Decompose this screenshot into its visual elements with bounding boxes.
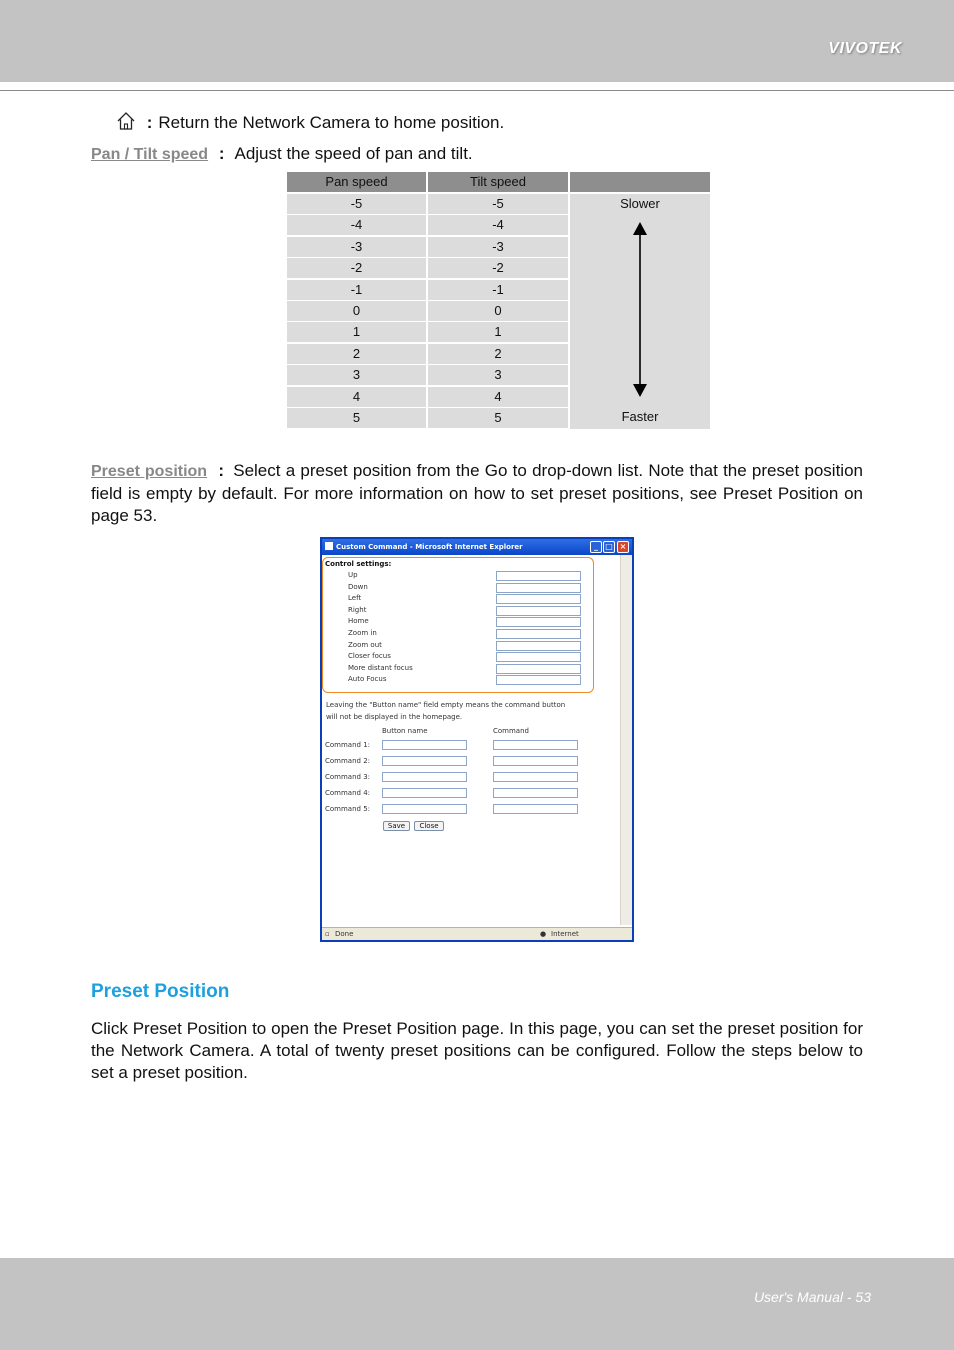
tilt-speed-cell: 0 <box>428 301 568 321</box>
control-label: Zoom out <box>348 640 382 649</box>
command-input[interactable] <box>493 740 578 750</box>
control-settings-label: Control settings: <box>325 560 392 568</box>
note-line-2: will not be displayed in the homepage. <box>326 713 463 721</box>
col-command: Command <box>493 727 529 735</box>
control-command-input[interactable] <box>496 583 581 593</box>
status-zone: Internet <box>551 930 579 938</box>
close-window-button[interactable]: × <box>617 541 629 553</box>
page-footer <box>0 1258 954 1350</box>
control-command-input[interactable] <box>496 617 581 627</box>
control-command-input[interactable] <box>496 629 581 639</box>
speed-direction-cell <box>570 194 710 429</box>
control-label: More distant focus <box>348 663 413 672</box>
home-colon: : <box>146 113 153 132</box>
scrollbar[interactable] <box>620 555 632 925</box>
tilt-speed-cell: -1 <box>428 280 568 300</box>
command-input[interactable] <box>493 772 578 782</box>
command-input[interactable] <box>493 788 578 798</box>
pan-speed-cell: 5 <box>287 408 426 428</box>
status-done: Done <box>335 930 354 938</box>
slower-label: Slower <box>620 196 660 211</box>
pan-tilt-term: Pan / Tilt speed <box>91 146 209 163</box>
button-name-input[interactable] <box>382 804 467 814</box>
button-name-input[interactable] <box>382 740 467 750</box>
pan-speed-cell: -2 <box>287 258 426 278</box>
control-label: Left <box>348 594 362 603</box>
window-title: Custom Command - Microsoft Internet Explorer <box>336 543 523 551</box>
button-name-input[interactable] <box>382 772 467 782</box>
close-button[interactable]: Close <box>414 821 444 831</box>
control-command-input[interactable] <box>496 606 581 616</box>
preset-position-term: Preset position <box>91 463 208 480</box>
header-tilt-speed: Tilt speed <box>428 172 568 192</box>
tilt-speed-cell: 3 <box>428 365 568 385</box>
pan-speed-cell: 0 <box>287 301 426 321</box>
speed-table <box>287 172 711 430</box>
page-header <box>0 0 954 82</box>
command-label: Command 4: <box>325 789 371 797</box>
tilt-speed-cell: -3 <box>428 237 568 257</box>
command-label: Command 2: <box>325 757 371 765</box>
command-label: Command 3: <box>325 773 371 781</box>
pan-speed-cell: 2 <box>287 344 426 364</box>
faster-label: Faster <box>621 409 659 424</box>
status-bar <box>322 927 632 940</box>
button-name-input[interactable] <box>382 756 467 766</box>
pan-speed-cell: 3 <box>287 365 426 385</box>
control-label: Right <box>348 605 367 614</box>
preset-position-paragraph <box>91 460 863 527</box>
preset-position-heading: Preset Position <box>91 981 230 1002</box>
window-titlebar <box>322 539 632 555</box>
pan-tilt-colon: : <box>218 144 225 163</box>
control-label: Down <box>348 582 368 591</box>
control-command-input[interactable] <box>496 652 581 662</box>
preset-position-colon: : <box>218 461 224 480</box>
control-command-input[interactable] <box>496 675 581 685</box>
home-icon <box>116 111 136 136</box>
control-label: Up <box>348 571 358 579</box>
control-label: Auto Focus <box>348 675 387 684</box>
control-command-input[interactable] <box>496 571 581 581</box>
header-pan-speed: Pan speed <box>287 172 426 192</box>
control-command-input[interactable] <box>496 594 581 604</box>
tilt-speed-cell: 4 <box>428 387 568 407</box>
note-line-1: Leaving the "Button name" field empty means the command button <box>326 701 566 709</box>
pan-speed-cell: 1 <box>287 322 426 342</box>
globe-icon: ● <box>540 930 547 938</box>
home-line <box>116 111 504 136</box>
tilt-speed-cell: -4 <box>428 215 568 235</box>
tilt-speed-cell: 5 <box>428 408 568 428</box>
tilt-speed-cell: 1 <box>428 322 568 342</box>
command-input[interactable] <box>493 804 578 814</box>
col-button-name: Button name <box>382 727 428 735</box>
pan-speed-cell: -1 <box>287 280 426 300</box>
speed-arrow-icon <box>630 222 650 397</box>
pan-speed-cell: -4 <box>287 215 426 235</box>
footer-page-number: User's Manual - 53 <box>753 1289 871 1305</box>
command-label: Command 1: <box>325 741 371 749</box>
minimize-button[interactable]: _ <box>590 541 602 553</box>
pan-speed-cell: -5 <box>287 194 426 214</box>
pan-tilt-line <box>91 144 473 164</box>
control-label: Zoom in <box>348 629 377 637</box>
custom-command-window <box>320 537 634 942</box>
page-icon: ▫ <box>325 930 330 938</box>
control-command-input[interactable] <box>496 664 581 674</box>
preset-position-text: Select a preset position from the Go to drop-down list. Note that the preset position field is empty by default. For more information on how to set preset positions, see Preset Position on page 53. <box>91 461 863 525</box>
brand-logo: VIVOTEK <box>828 40 902 57</box>
button-name-input[interactable] <box>382 788 467 798</box>
control-label: Closer focus <box>348 652 391 661</box>
control-command-input[interactable] <box>496 641 581 651</box>
preset-position-body: Click Preset Position to open the Preset Position page. In this page, you can set the preset position for the Network Camera. A total of twenty preset positions can be configured. Follow the steps below to set a preset position. <box>91 1019 863 1082</box>
command-label: Command 5: <box>325 805 371 813</box>
control-label: Home <box>348 617 369 626</box>
pan-speed-cell: -3 <box>287 237 426 257</box>
pan-speed-cell: 4 <box>287 387 426 407</box>
tilt-speed-cell: 2 <box>428 344 568 364</box>
pan-tilt-text: Adjust the speed of pan and tilt. <box>234 144 473 163</box>
tilt-speed-cell: -5 <box>428 194 568 214</box>
tilt-speed-cell: -2 <box>428 258 568 278</box>
save-button[interactable]: Save <box>383 821 410 831</box>
maximize-button[interactable]: □ <box>603 541 615 553</box>
command-input[interactable] <box>493 756 578 766</box>
header-blank <box>570 172 710 192</box>
header-rule <box>0 90 954 91</box>
home-text: Return the Network Camera to home position. <box>158 113 505 132</box>
ie-icon <box>325 542 333 550</box>
